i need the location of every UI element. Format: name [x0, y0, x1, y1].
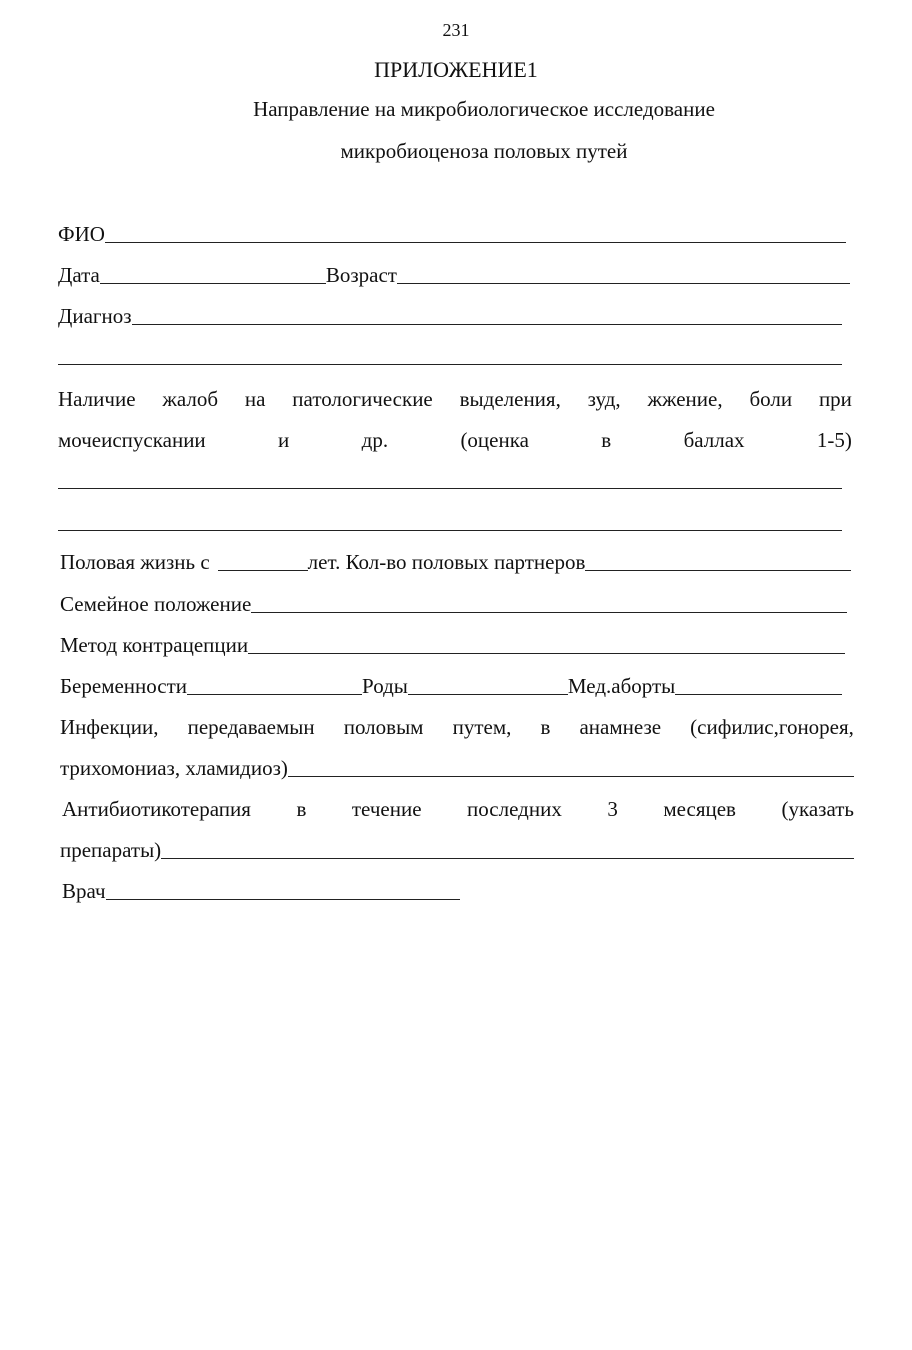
abortions-label: Мед.аборты — [567, 674, 676, 698]
infections-field[interactable] — [288, 776, 854, 777]
complaints-word: баллах — [683, 428, 745, 452]
age-field[interactable] — [397, 283, 850, 284]
births-label: Роды — [362, 674, 408, 698]
complaints-word: при — [818, 387, 852, 411]
fio-field[interactable] — [105, 242, 846, 243]
complaints-word: в — [601, 428, 612, 452]
antibiotics-word: (указать — [781, 797, 854, 821]
complaints-word: Наличие — [58, 387, 136, 411]
doctor-signature-field[interactable] — [106, 899, 460, 900]
complaints-field-2[interactable] — [58, 530, 842, 531]
complaints-word: патологические — [292, 387, 433, 411]
diagnosis-row — [58, 302, 842, 330]
contraception-row — [60, 631, 845, 659]
infections-word: в — [540, 715, 551, 739]
fio-label: ФИО — [58, 222, 105, 246]
pregnancies-field[interactable] — [187, 694, 362, 695]
date-label: Дата — [58, 263, 100, 287]
infections-word: передаваемын — [187, 715, 315, 739]
complaints-word: выделения, — [459, 387, 561, 411]
diagnosis-field[interactable] — [132, 324, 842, 325]
antibiotics-row-2 — [60, 836, 854, 864]
antibiotics-word: Антибиотикотерапия — [62, 797, 251, 821]
page-number: 231 — [442, 20, 470, 40]
antibiotics-word: в — [296, 797, 307, 821]
antibiotics-field[interactable] — [161, 858, 854, 859]
date-field[interactable] — [100, 283, 326, 284]
complaints-line-2 — [58, 426, 852, 454]
fio-row — [58, 220, 846, 248]
diagnosis-label: Диагноз — [58, 304, 132, 328]
pregnancy-row — [60, 672, 842, 700]
pregnancies-label: Беременности — [60, 674, 188, 698]
sex-life-row — [60, 548, 851, 576]
complaints-word: мочеиспускании — [58, 428, 206, 452]
marital-status-row — [60, 590, 847, 618]
complaints-line-1 — [58, 385, 852, 413]
complaints-word: и — [278, 428, 290, 452]
sex-life-label: Половая жизнь с — [60, 550, 210, 574]
antibiotics-word: 3 — [607, 797, 618, 821]
antibiotics-label: препараты) — [60, 838, 162, 862]
diagnosis-continuation-field[interactable] — [58, 364, 842, 365]
doctor-row — [62, 877, 460, 905]
infections-line-1 — [60, 713, 854, 741]
births-field[interactable] — [408, 694, 568, 695]
marital-status-label: Семейное положение — [60, 592, 252, 616]
document-heading-line-1: Направление на микробиологическое исследование — [253, 97, 715, 121]
infections-word: анамнезе — [579, 715, 662, 739]
appendix-title: ПРИЛОЖЕНИЕ1 — [374, 57, 538, 82]
infections-word: путем, — [452, 715, 512, 739]
complaints-word: зуд, — [587, 387, 621, 411]
date-age-row — [58, 261, 850, 289]
partners-field[interactable] — [585, 570, 851, 571]
complaints-word: др. — [361, 428, 389, 452]
partners-label: лет. Кол-во половых партнеров — [307, 550, 586, 574]
complaints-word: 1-5) — [816, 428, 852, 452]
abortions-field[interactable] — [675, 694, 842, 695]
complaints-field-1[interactable] — [58, 488, 842, 489]
marital-status-field[interactable] — [251, 612, 847, 613]
antibiotics-word: течение — [351, 797, 422, 821]
complaints-word: на — [244, 387, 266, 411]
sex-life-start-field[interactable] — [218, 570, 308, 571]
infections-word: (сифилис,гонорея, — [690, 715, 854, 739]
complaints-word: жжение, — [647, 387, 723, 411]
infections-row-2 — [60, 754, 854, 782]
infections-word: половым — [343, 715, 424, 739]
antibiotics-word: месяцев — [663, 797, 736, 821]
age-label: Возраст — [325, 263, 397, 287]
contraception-label: Метод контрацепции — [60, 633, 249, 657]
antibiotics-line-1 — [62, 795, 854, 823]
antibiotics-word: последних — [467, 797, 562, 821]
doctor-label: Врач — [62, 879, 106, 903]
complaints-word: (оценка — [460, 428, 529, 452]
complaints-word: боли — [749, 387, 793, 411]
infections-word: Инфекции, — [60, 715, 159, 739]
infections-label: трихомониаз, хламидиоз) — [60, 756, 288, 780]
complaints-word: жалоб — [162, 387, 219, 411]
contraception-field[interactable] — [248, 653, 845, 654]
document-heading-line-2: микробиоценоза половых путей — [340, 139, 628, 163]
